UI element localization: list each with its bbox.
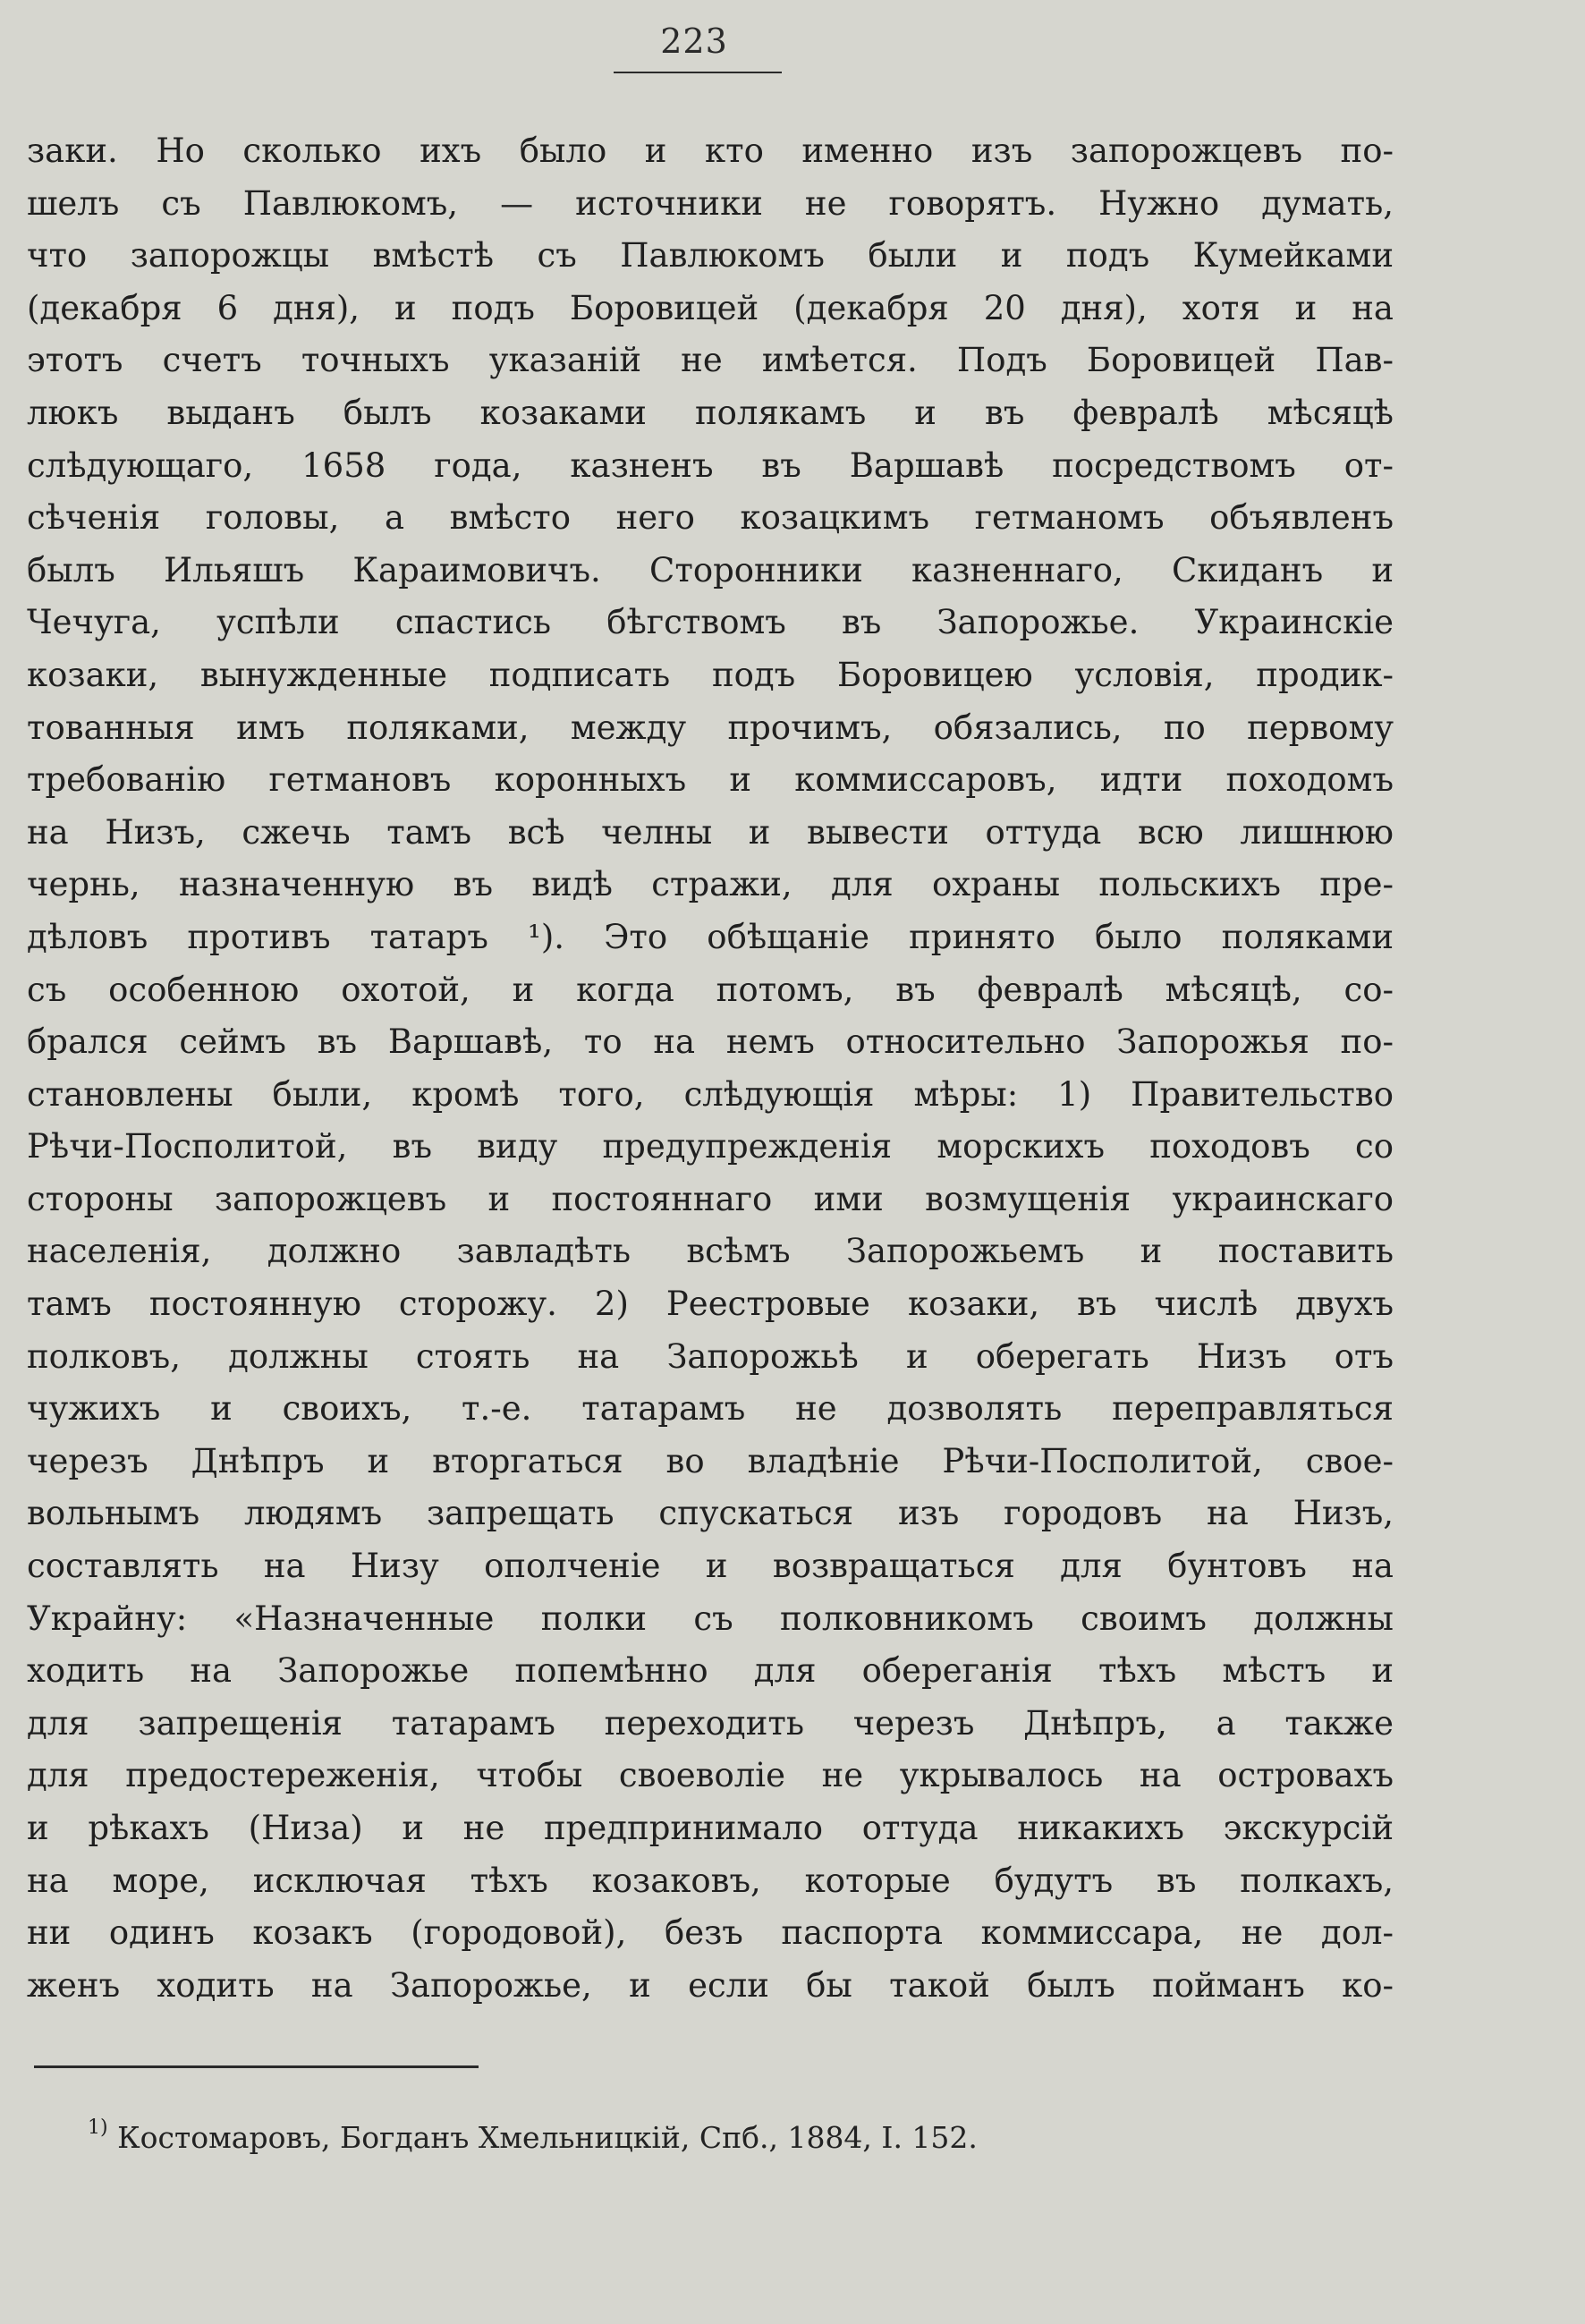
text-line: съ особенною охотой, и когда потомъ, въ февралѣ мѣсяцѣ, со- xyxy=(27,970,1394,1009)
footnote xyxy=(88,2116,978,2155)
text-line: Чечуга, успѣли спастись бѣгствомъ въ Запорожье. Украинскіе xyxy=(27,603,1394,642)
text-line: для предостереженія, чтобы своеволіе не укрывалось на островахъ xyxy=(27,1756,1394,1795)
text-line: (декабря 6 дня), и подъ Боровицей (декабря 20 дня), хотя и на xyxy=(27,288,1394,327)
page-number-rule xyxy=(614,72,782,73)
text-line: Рѣчи-Посполитой, въ виду предупрежденія морскихъ походовъ со xyxy=(27,1127,1394,1166)
text-line: этотъ счетъ точныхъ указаній не имѣется. Подъ Боровицей Пав- xyxy=(27,341,1394,380)
text-line: чужихъ и своихъ, т.-е. татарамъ не дозволять переправляться xyxy=(27,1389,1394,1429)
text-line: вольнымъ людямъ запрещать спускаться изъ городовъ на Низъ, xyxy=(27,1494,1394,1533)
text-line: женъ ходить на Запорожье, и если бы такой былъ пойманъ ко- xyxy=(27,1965,1394,2005)
text-line: козаки, вынужденные подписать подъ Боровицею условія, продик- xyxy=(27,655,1394,694)
text-line: Украйну: «Назначенные полки съ полковникомъ своимъ должны xyxy=(27,1599,1394,1638)
text-line: требованію гетмановъ коронныхъ и коммиссаровъ, идти походомъ xyxy=(27,760,1394,800)
text-line: брался сеймъ въ Варшавѣ, то на немъ относительно Запорожья по- xyxy=(27,1022,1394,1062)
body-text xyxy=(27,125,1394,2012)
text-line: и рѣкахъ (Низа) и не предпринимало оттуда никакихъ экскурсій xyxy=(27,1809,1394,1847)
text-line: дѣловъ противъ татаръ ¹). Это обѣщаніе принято было поляками xyxy=(27,917,1394,956)
text-line: тованныя имъ поляками, между прочимъ, обязались, по первому xyxy=(27,708,1394,747)
text-line: полковъ, должны стоять на Запорожьѣ и оберегать Низъ отъ xyxy=(27,1336,1394,1376)
footnote-rule xyxy=(34,2065,479,2068)
footnote-text: Костомаровъ, Богданъ Хмельницкій, Спб., 1884, I. 152. xyxy=(117,2120,978,2155)
text-line: чернь, назначенную въ видѣ стражи, для охраны польскихъ пре- xyxy=(27,865,1394,904)
text-line: населенія, должно завладѣть всѣмъ Запорожьемъ и поставить xyxy=(27,1232,1394,1271)
text-line: сѣченія головы, а вмѣсто него козацкимъ гетманомъ объявленъ xyxy=(27,498,1394,538)
text-line: шелъ съ Павлюкомъ, — источники не говорятъ. Нужно думать, xyxy=(27,183,1394,223)
text-line: стороны запорожцевъ и постояннаго ими возмущенія украинскаго xyxy=(27,1179,1394,1218)
text-line: ходить на Запорожье попемѣнно для обереганія тѣхъ мѣстъ и xyxy=(27,1651,1394,1691)
text-line: слѣдующаго, 1658 года, казненъ въ Варшавѣ посредствомъ от- xyxy=(27,445,1394,485)
text-line: черезъ Днѣпръ и вторгаться во владѣніе Рѣчи-Посполитой, свое- xyxy=(27,1441,1394,1480)
text-line: составлять на Низу ополченіе и возвращаться для бунтовъ на xyxy=(27,1547,1394,1586)
text-line: ни одинъ козакъ (городовой), безъ паспорта коммиссара, не дол- xyxy=(27,1913,1394,1953)
text-line: что запорожцы вмѣстѣ съ Павлюкомъ были и подъ Кумейками xyxy=(27,236,1394,276)
page-number: 223 xyxy=(660,21,728,61)
text-line: на море, исключая тѣхъ козаковъ, которые будутъ въ полкахъ, xyxy=(27,1861,1394,1900)
text-line: заки. Но сколько ихъ было и кто именно изъ запорожцевъ по- xyxy=(27,131,1394,170)
text-line: на Низъ, сжечь тамъ всѣ челны и вывести оттуда всю лишнюю xyxy=(27,812,1394,852)
text-line: люкъ выданъ былъ козаками полякамъ и въ февралѣ мѣсяцѣ xyxy=(27,393,1394,432)
text-line: становлены были, кромѣ того, слѣдующія мѣры: 1) Правительство xyxy=(27,1074,1394,1114)
text-line: для запрещенія татарамъ переходить черезъ Днѣпръ, а также xyxy=(27,1703,1394,1743)
text-line: тамъ постоянную сторожу. 2) Реестровые козаки, въ числѣ двухъ xyxy=(27,1285,1394,1324)
footnote-marker: 1) xyxy=(88,2116,108,2139)
text-line: былъ Ильяшъ Караимовичъ. Сторонники казненнаго, Скиданъ и xyxy=(27,550,1394,589)
